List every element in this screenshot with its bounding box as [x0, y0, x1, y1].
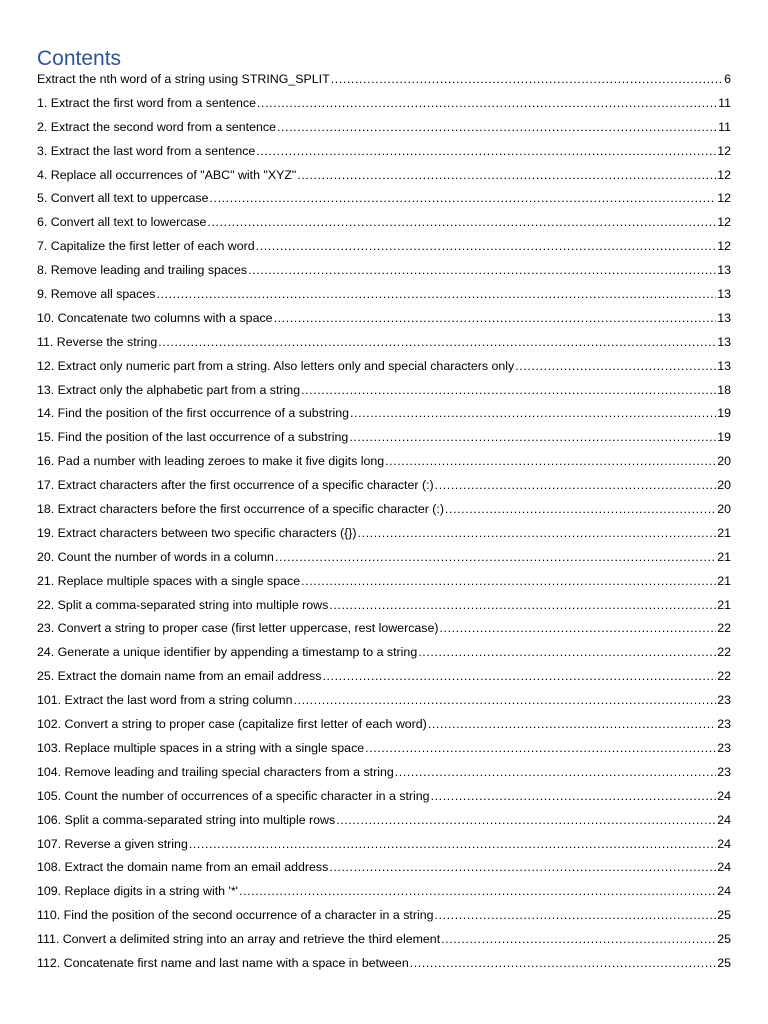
toc-entry[interactable] — [37, 741, 731, 765]
toc-entry-page-number: 12 — [717, 191, 731, 206]
toc-entry-text: 13. Extract only the alphabetic part from a string — [37, 382, 301, 397]
toc-entry-text: 3. Extract the last word from a sentence — [37, 143, 256, 158]
toc-entry-page-number: 22 — [717, 621, 731, 636]
toc-entry[interactable] — [37, 311, 731, 335]
toc-entry-page-number: 21 — [717, 573, 731, 588]
toc-entry-text: 14. Find the position of the first occurrence of a substring — [37, 406, 349, 421]
toc-entry-page-number: 24 — [717, 860, 731, 875]
toc-entry[interactable] — [37, 621, 731, 645]
toc-dot-leader — [294, 693, 717, 707]
toc-dot-leader — [410, 956, 716, 970]
toc-entry-text: 17. Extract characters after the first occurrence of a specific character (:) — [37, 478, 434, 493]
toc-dot-leader — [256, 144, 716, 158]
toc-entry[interactable] — [37, 598, 731, 622]
toc-dot-leader — [301, 383, 716, 397]
toc-entry[interactable] — [37, 191, 731, 215]
toc-entry-page-number: 13 — [717, 287, 731, 302]
toc-dot-leader — [515, 359, 716, 373]
toc-entry-text: 1. Extract the first word from a sentence — [37, 95, 256, 110]
toc-entry[interactable] — [37, 526, 731, 550]
toc-entry-text: 110. Find the position of the second occurrence of a character in a string — [37, 908, 434, 923]
toc-entry-page-number: 13 — [717, 358, 731, 373]
toc-entry[interactable] — [37, 813, 731, 837]
toc-dot-leader — [297, 168, 716, 182]
toc-entry[interactable] — [37, 72, 731, 96]
toc-entry-page-number: 19 — [717, 430, 731, 445]
toc-dot-leader — [385, 454, 716, 468]
toc-entry[interactable] — [37, 406, 731, 430]
toc-entry-text: 25. Extract the domain name from an email address — [37, 669, 322, 684]
toc-entry-page-number: 23 — [717, 764, 731, 779]
toc-entry-page-number: 25 — [717, 932, 731, 947]
toc-entry[interactable] — [37, 645, 731, 669]
toc-entry-page-number: 24 — [717, 884, 731, 899]
toc-entry[interactable] — [37, 693, 731, 717]
toc-dot-leader — [329, 598, 716, 612]
toc-entry[interactable] — [37, 860, 731, 884]
toc-entry[interactable] — [37, 717, 731, 741]
toc-entry-text: 108. Extract the domain name from an email address — [37, 860, 329, 875]
toc-entry[interactable] — [37, 837, 731, 861]
toc-dot-leader — [365, 741, 716, 755]
toc-entry-text: 6. Convert all text to lowercase — [37, 215, 207, 230]
toc-entry-page-number: 23 — [717, 717, 731, 732]
toc-entry[interactable] — [37, 215, 731, 239]
toc-entry-page-number: 21 — [717, 549, 731, 564]
toc-entry[interactable] — [37, 335, 731, 359]
toc-entry-page-number: 19 — [717, 406, 731, 421]
toc-entry[interactable] — [37, 120, 731, 144]
toc-dot-leader — [275, 550, 716, 564]
toc-entry[interactable] — [37, 239, 731, 263]
toc-entry-text: 104. Remove leading and trailing special characters from a string — [37, 764, 394, 779]
toc-entry-text: 20. Count the number of words in a column — [37, 549, 274, 564]
toc-entry[interactable] — [37, 430, 731, 454]
toc-entry[interactable] — [37, 168, 731, 192]
toc-entry-text: 109. Replace digits in a string with '*' — [37, 884, 239, 899]
toc-entry-page-number: 24 — [717, 836, 731, 851]
toc-dot-leader — [395, 765, 716, 779]
toc-dot-leader — [257, 96, 717, 110]
toc-entry-text: 10. Concatenate two columns with a space — [37, 310, 273, 325]
toc-entry-text: 7. Capitalize the first letter of each word — [37, 239, 255, 254]
toc-entry-text: 8. Remove leading and trailing spaces — [37, 263, 248, 278]
toc-dot-leader — [435, 478, 717, 492]
toc-dot-leader — [350, 406, 716, 420]
toc-title: Contents — [37, 47, 122, 70]
toc-entry[interactable] — [37, 359, 731, 383]
document-page — [37, 46, 731, 980]
toc-entry-text: 112. Concatenate first name and last name with a space in between — [37, 955, 409, 970]
toc-entry-text: Extract the nth word of a string using STRING_SPLIT — [37, 72, 330, 86]
toc-entry-text: 103. Replace multiple spaces in a string with a single space — [37, 740, 365, 755]
toc-entry-text: 111. Convert a delimited string into an array and retrieve the third element — [37, 932, 441, 947]
toc-entry-page-number: 12 — [717, 167, 731, 182]
toc-entry-page-number: 18 — [717, 382, 731, 397]
toc-entry-text: 19. Extract characters between two specific characters ({}) — [37, 525, 357, 540]
toc-entry-page-number: 23 — [717, 693, 731, 708]
toc-dot-leader — [210, 191, 717, 205]
toc-dot-leader — [158, 335, 716, 349]
toc-dot-leader — [274, 311, 717, 325]
toc-entry[interactable] — [37, 669, 731, 693]
toc-dot-leader — [239, 884, 716, 898]
toc-entry-text: 23. Convert a string to proper case (first letter uppercase, rest lowercase) — [37, 621, 439, 636]
toc-entry-text: 5. Convert all text to uppercase — [37, 191, 209, 206]
toc-entry-page-number: 12 — [717, 239, 731, 254]
toc-entry[interactable] — [37, 96, 731, 120]
toc-entry-page-number: 11 — [718, 95, 731, 110]
toc-entry-page-number: 24 — [717, 788, 731, 803]
toc-entry-text: 21. Replace multiple spaces with a single space — [37, 573, 301, 588]
toc-entry[interactable] — [37, 789, 731, 813]
toc-dot-leader — [322, 669, 716, 683]
toc-dot-leader — [440, 621, 717, 635]
toc-dot-leader — [428, 717, 716, 731]
toc-entry-page-number: 21 — [717, 525, 731, 540]
toc-entry-text: 4. Replace all occurrences of "ABC" with "XYZ" — [37, 167, 297, 182]
toc-dot-leader — [329, 860, 716, 874]
toc-entry[interactable] — [37, 454, 731, 478]
toc-entry-text: 101. Extract the last word from a string column — [37, 693, 293, 708]
toc-dot-leader — [256, 239, 717, 253]
toc-entry[interactable] — [37, 908, 731, 932]
toc-entry-text: 11. Reverse the string — [37, 334, 158, 349]
toc-entry-page-number: 20 — [717, 478, 731, 493]
toc-entry-page-number: 20 — [717, 502, 731, 517]
toc-entry-text: 107. Reverse a given string — [37, 836, 188, 851]
toc-entry-page-number: 12 — [717, 215, 731, 230]
toc-entry[interactable] — [37, 478, 731, 502]
toc-entry-text: 22. Split a comma-separated string into multiple rows — [37, 597, 329, 612]
toc-dot-leader — [336, 813, 716, 827]
toc-entry-text: 15. Find the position of the last occurrence of a substring — [37, 430, 349, 445]
toc-entry-page-number: 20 — [717, 454, 731, 469]
toc-entry[interactable] — [37, 550, 731, 574]
toc-dot-leader — [445, 502, 716, 516]
toc-entry-text: 12. Extract only numeric part from a string. Also letters only and special characters only — [37, 358, 515, 373]
toc-entry[interactable] — [37, 932, 731, 956]
toc-entry-text: 105. Count the number of occurrences of a specific character in a string — [37, 788, 430, 803]
toc-dot-leader — [156, 287, 716, 301]
toc-entry-text: 106. Split a comma-separated string into multiple rows — [37, 812, 336, 827]
toc-entry-text: 102. Convert a string to proper case (capitalize first letter of each word) — [37, 717, 427, 732]
toc-entry-page-number: 13 — [717, 334, 731, 349]
toc-entry-page-number: 24 — [717, 812, 731, 827]
toc-dot-leader — [248, 263, 716, 277]
toc-entry-page-number: 11 — [718, 119, 731, 134]
toc-dot-leader — [331, 72, 723, 86]
toc-entry-page-number: 6 — [724, 72, 731, 86]
toc-entry-page-number: 23 — [717, 740, 731, 755]
toc-dot-leader — [418, 645, 716, 659]
toc-entry-text: 16. Pad a number with leading zeroes to make it five digits long — [37, 454, 385, 469]
toc-entry[interactable] — [37, 263, 731, 287]
toc-entry[interactable] — [37, 383, 731, 407]
toc-entry-page-number: 25 — [717, 908, 731, 923]
toc-entry-text: 2. Extract the second word from a sentence — [37, 119, 276, 134]
toc-entry-page-number: 22 — [717, 645, 731, 660]
toc-entry-page-number: 13 — [717, 310, 731, 325]
toc-dot-leader — [277, 120, 717, 134]
toc-dot-leader — [358, 526, 717, 540]
toc-entry-text: 24. Generate a unique identifier by appending a timestamp to a string — [37, 645, 418, 660]
toc-dot-leader — [189, 837, 716, 851]
toc-entry[interactable] — [37, 574, 731, 598]
toc-dot-leader — [441, 932, 716, 946]
toc-entry-page-number: 22 — [717, 669, 731, 684]
toc-entry-page-number: 25 — [717, 955, 731, 970]
toc-dot-leader — [349, 430, 716, 444]
toc-entry[interactable] — [37, 144, 731, 168]
toc-dot-leader — [435, 908, 717, 922]
toc-entry-page-number: 13 — [717, 263, 731, 278]
toc-dot-leader — [207, 215, 716, 229]
toc-entry[interactable] — [37, 287, 731, 311]
toc-entry-page-number: 21 — [717, 597, 731, 612]
toc-dot-leader — [431, 789, 717, 803]
toc-entry[interactable] — [37, 502, 731, 526]
toc-entry-text: 18. Extract characters before the first occurrence of a specific character (:) — [37, 502, 444, 517]
toc-list — [37, 72, 731, 980]
toc-entry[interactable] — [37, 884, 731, 908]
toc-entry[interactable] — [37, 765, 731, 789]
toc-entry[interactable] — [37, 956, 731, 980]
toc-dot-leader — [301, 574, 716, 588]
toc-entry-page-number: 12 — [717, 143, 731, 158]
toc-entry-text: 9. Remove all spaces — [37, 287, 156, 302]
